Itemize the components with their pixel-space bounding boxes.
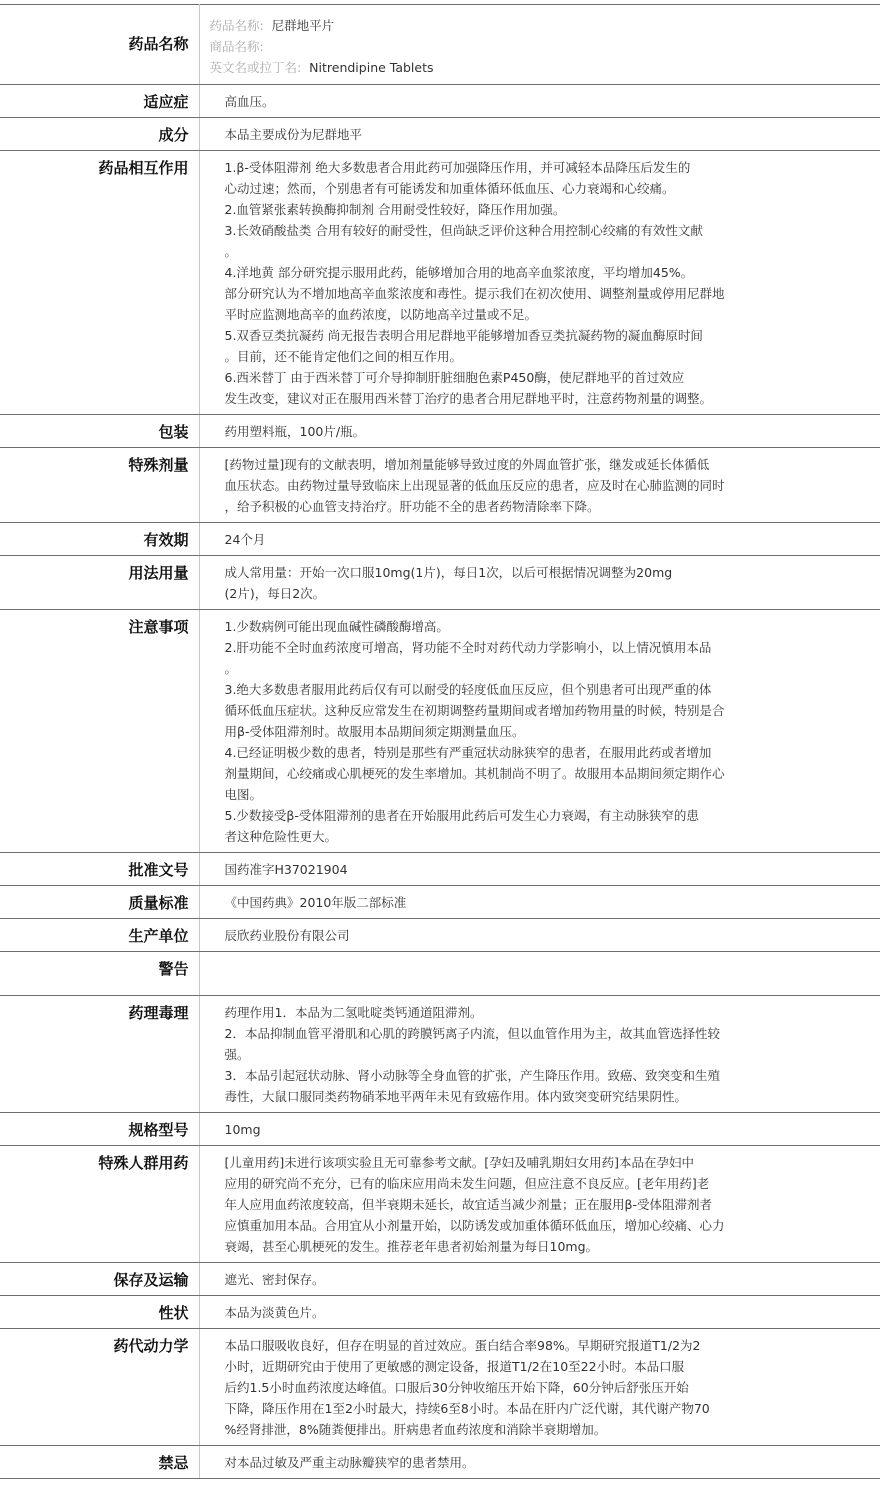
text-line: 本品口服吸收良好，但存在明显的首过效应。蛋白结合率98%。早期研究报道T1/2为2 bbox=[224, 1338, 701, 1353]
row-precautions bbox=[0, 610, 880, 853]
row-drug-name bbox=[0, 5, 880, 85]
text-line: 者这种危险性更大。 bbox=[224, 829, 338, 844]
row-manufacturer bbox=[0, 919, 880, 952]
text-line: 《中国药典》2010年版二部标准 bbox=[224, 895, 407, 910]
text-line: 。 bbox=[224, 244, 238, 259]
text-line: 1.β-受体阻滞剂 绝大多数患者合用此药可加强降压作用，并可减轻本品降压后发生的 bbox=[224, 160, 691, 175]
label-interactions: 药品相互作用 bbox=[0, 151, 199, 415]
text-line: 血压状态。由药物过量导致临床上出现显著的低血压反应的患者，应及时在心肺监测的同时 bbox=[224, 478, 725, 493]
label-drug-name: 药品名称 bbox=[0, 5, 199, 85]
text-line: 小时，近期研究由于使用了更敏感的测定设备，报道T1/2在10至22小时。本品口服 bbox=[224, 1359, 685, 1374]
row-interactions bbox=[0, 151, 880, 415]
text-line: 循环低血压症状。这种反应常发生在初期调整药量期间或者增加药物用量的时候，特别是合 bbox=[224, 703, 725, 718]
label-indication: 适应症 bbox=[0, 85, 199, 118]
value-special-population bbox=[199, 1146, 880, 1263]
text-line: [药物过量]现有的文献表明，增加剂量能够导致过度的外周血管扩张，继发或延长体循低 bbox=[224, 457, 710, 472]
label-special-dose: 特殊剂量 bbox=[0, 448, 199, 523]
text-line: [儿童用药]未进行该项实验且无可靠参考文献。[孕妇及哺乳期妇女用药]本品在孕妇中 bbox=[224, 1155, 695, 1170]
value-standard bbox=[199, 886, 880, 919]
text-line: 对本品过敏及严重主动脉瓣狭窄的患者禁用。 bbox=[224, 1455, 475, 1470]
text-line: 遮光、密封保存。 bbox=[224, 1272, 325, 1287]
text-line: 发生改变，建议对正在服用西米替丁治疗的患者合用尼群地平时，注意药物剂量的调整。 bbox=[224, 391, 713, 406]
value-pharmacokinetics bbox=[199, 1329, 880, 1446]
english-name-value: Nitrendipine Tablets bbox=[309, 60, 434, 75]
text-line: 心动过速；然而，个别患者有可能诱发和加重体循环低血压、心力衰竭和心绞痛。 bbox=[224, 181, 675, 196]
trade-name-key: 商品名称: bbox=[209, 39, 264, 54]
text-line: 2.肝功能不全时血药浓度可增高，肾功能不全时对药代动力学影响小，以上情况慎用本品 bbox=[224, 640, 712, 655]
label-ingredients: 成分 bbox=[0, 118, 199, 151]
value-special-dose bbox=[199, 448, 880, 523]
text-line: 5.双香豆类抗凝药 尚无报告表明合用尼群地平能够增加香豆类抗凝药物的凝血酶原时间 bbox=[224, 328, 703, 343]
label-pharmacokinetics: 药代动力学 bbox=[0, 1329, 199, 1446]
text-line: 剂量期间，心绞痛或心肌梗死的发生率增加。其机制尚不明了。故服用本品期间须定期作心 bbox=[224, 766, 725, 781]
text-line: 平时应监测地高辛的血药浓度，以防地高辛过量或不足。 bbox=[224, 307, 538, 322]
text-line: 应慎重加用本品。合用宜从小剂量开始，以防诱发或加重体循环低血压，增加心绞痛、心力 bbox=[224, 1218, 725, 1233]
label-packaging: 包装 bbox=[0, 415, 199, 448]
row-dosage bbox=[0, 556, 880, 610]
value-indication bbox=[199, 85, 880, 118]
text-line: 3.长效硝酸盐类 合用有较好的耐受性，但尚缺乏评价这种合用控制心绞痛的有效性文献 bbox=[224, 223, 703, 238]
generic-name-key: 药品名称: bbox=[209, 18, 264, 33]
row-contraindications bbox=[0, 1446, 880, 1479]
text-line: 2.血管紧张素转换酶抑制剂 合用耐受性较好，降压作用加强。 bbox=[224, 202, 566, 217]
text-line: 毒性，大鼠口服同类药物硝苯地平两年未见有致癌作用。体内致突变研究结果阴性。 bbox=[224, 1089, 688, 1104]
value-pharmacology bbox=[199, 996, 880, 1113]
label-approval: 批准文号 bbox=[0, 853, 199, 886]
label-standard: 质量标准 bbox=[0, 886, 199, 919]
text-line: 下降，降压作用在1至2小时最大，持续6至8小时。本品在肝内广泛代谢，其代谢产物70 bbox=[224, 1401, 710, 1416]
text-line: 。目前，还不能肯定他们之间的相互作用。 bbox=[224, 349, 463, 364]
value-storage bbox=[199, 1263, 880, 1296]
text-line: 药用塑料瓶，100片/瓶。 bbox=[224, 424, 366, 439]
text-line: 药理作用1．本品为二氢吡啶类钙通道阻滞剂。 bbox=[224, 1005, 483, 1020]
row-special-dose bbox=[0, 448, 880, 523]
text-line: 用β-受体阻滞剂时。故服用本品期间须定期测量血压。 bbox=[224, 724, 525, 739]
row-pharmacokinetics bbox=[0, 1329, 880, 1446]
text-line: 4.已经证明极少数的患者，特别是那些有严重冠状动脉狭窄的患者，在服用此药或者增加 bbox=[224, 745, 712, 760]
label-pharmacology: 药理毒理 bbox=[0, 996, 199, 1113]
row-indication bbox=[0, 85, 880, 118]
text-line: 10mg bbox=[224, 1122, 261, 1137]
row-standard bbox=[0, 886, 880, 919]
english-name-key: 英文名或拉丁名: bbox=[209, 60, 302, 75]
text-line: 国药准字H37021904 bbox=[224, 862, 348, 877]
text-line: 24个月 bbox=[224, 532, 266, 547]
text-line: 3．本品引起冠状动脉、肾小动脉等全身血管的扩张，产生降压作用。致癌、致突变和生殖 bbox=[224, 1068, 720, 1083]
row-pharmacology bbox=[0, 996, 880, 1113]
row-ingredients bbox=[0, 118, 880, 151]
text-line: 年人应用血药浓度较高，但半衰期未延长，故宜适当减少剂量；正在服用β-受体阻滞剂者 bbox=[224, 1197, 712, 1212]
text-line: 衰竭，甚至心肌梗死的发生。推荐老年患者初始剂量为每日10mg。 bbox=[224, 1239, 599, 1254]
row-packaging bbox=[0, 415, 880, 448]
label-contraindications: 禁忌 bbox=[0, 1446, 199, 1479]
value-approval bbox=[199, 853, 880, 886]
value-validity bbox=[199, 523, 880, 556]
text-line: 成人常用量：开始一次口服10mg(1片)，每日1次，以后可根据情况调整为20mg bbox=[224, 565, 673, 580]
row-special-population bbox=[0, 1146, 880, 1263]
row-warning bbox=[0, 952, 880, 996]
value-warning bbox=[199, 952, 880, 996]
drug-info-table bbox=[0, 4, 880, 1479]
text-line: ，给予积极的心血管支持治疗。肝功能不全的患者药物清除率下降。 bbox=[224, 499, 600, 514]
text-line: 本品主要成份为尼群地平 bbox=[224, 127, 363, 142]
label-storage: 保存及运输 bbox=[0, 1263, 199, 1296]
value-contraindications bbox=[199, 1446, 880, 1479]
row-specification bbox=[0, 1113, 880, 1146]
label-appearance: 性状 bbox=[0, 1296, 199, 1329]
label-manufacturer: 生产单位 bbox=[0, 919, 199, 952]
text-line: 高血压。 bbox=[224, 94, 275, 109]
text-line: %经肾排泄，8%随粪便排出。肝病患者血药浓度和消除半衰期增加。 bbox=[224, 1422, 607, 1437]
value-manufacturer bbox=[199, 919, 880, 952]
label-special-population: 特殊人群用药 bbox=[0, 1146, 199, 1263]
text-line: 部分研究认为不增加地高辛血浆浓度和毒性。提示我们在初次使用、调整剂量或停用尼群地 bbox=[224, 286, 725, 301]
text-line: (2片)，每日2次。 bbox=[224, 586, 326, 601]
text-line: 3.绝大多数患者服用此药后仅有可以耐受的轻度低血压反应，但个别患者可出现严重的体 bbox=[224, 682, 712, 697]
value-drug-name bbox=[199, 5, 880, 85]
text-line: 强。 bbox=[224, 1047, 250, 1062]
value-precautions bbox=[199, 610, 880, 853]
value-appearance bbox=[199, 1296, 880, 1329]
label-precautions: 注意事项 bbox=[0, 610, 199, 853]
text-line: 后约1.5小时血药浓度达峰值。口服后30分钟收缩压开始下降，60分钟后舒张压开始 bbox=[224, 1380, 689, 1395]
value-interactions bbox=[199, 151, 880, 415]
row-approval bbox=[0, 853, 880, 886]
label-warning: 警告 bbox=[0, 952, 199, 996]
text-line: 本品为淡黄色片。 bbox=[224, 1305, 325, 1320]
label-dosage: 用法用量 bbox=[0, 556, 199, 610]
text-line: 。 bbox=[224, 661, 238, 676]
label-validity: 有效期 bbox=[0, 523, 199, 556]
text-line: 2．本品抑制血管平滑肌和心肌的跨膜钙离子内流，但以血管作用为主，故其血管选择性较 bbox=[224, 1026, 720, 1041]
label-specification: 规格型号 bbox=[0, 1113, 199, 1146]
value-specification bbox=[199, 1113, 880, 1146]
row-storage bbox=[0, 1263, 880, 1296]
text-line: 电图。 bbox=[224, 787, 263, 802]
text-line: 4.洋地黄 部分研究提示服用此药，能够增加合用的地高辛血浆浓度，平均增加45%。 bbox=[224, 265, 694, 280]
text-line: 1.少数病例可能出现血碱性磷酸酶增高。 bbox=[224, 619, 449, 634]
text-line: 6.西米替丁 由于西米替丁可介导抑制肝脏细胞色素P450酶，使尼群地平的首过效应 bbox=[224, 370, 685, 385]
text-line: 5.少数接受β-受体阻滞剂的患者在开始服用此药后可发生心力衰竭，有主动脉狭窄的患 bbox=[224, 808, 699, 823]
text-line: 应用的研究尚不充分，已有的临床应用尚未发生问题，但应注意不良反应。[老年用药]老 bbox=[224, 1176, 710, 1191]
value-dosage bbox=[199, 556, 880, 610]
row-validity bbox=[0, 523, 880, 556]
value-ingredients bbox=[199, 118, 880, 151]
generic-name-value: 尼群地平片 bbox=[271, 18, 335, 33]
value-packaging bbox=[199, 415, 880, 448]
text-line: 辰欣药业股份有限公司 bbox=[224, 928, 350, 943]
row-appearance bbox=[0, 1296, 880, 1329]
